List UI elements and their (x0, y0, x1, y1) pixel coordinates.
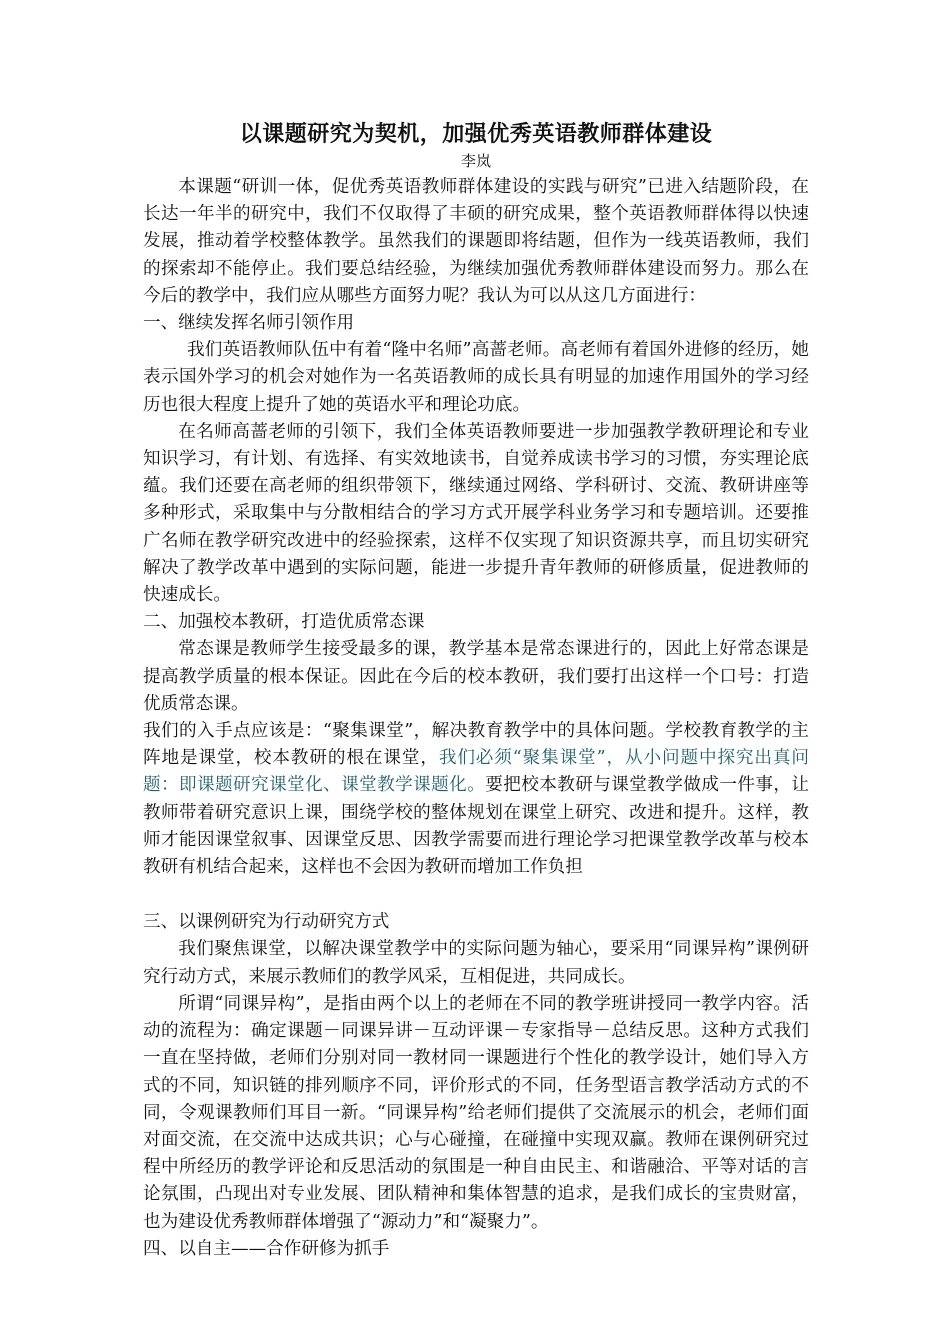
section-3-paragraph-1: 我们聚焦课堂，以解决课堂教学中的实际问题为轴心，要采用“同课异构”课例研究行动方式，来展示教师们的教学风采，互相促进，共同成长。 (143, 939, 809, 987)
section-2-heading: 二、加强校本教研，打造优质常态课 (143, 612, 425, 633)
section-1-paragraph-1: 我们英语教师队伍中有着“隆中名师”高蔷老师。高老师有着国外进修的经历，她表示国外学习的机会对她作为一名英语教师的成长具有明显的加速作用国外的学习经历也很大程度上提升了她的英语水平和理论功底。 (143, 340, 809, 415)
section-1-heading: 一、继续发挥名师引领作用 (143, 313, 355, 334)
author-name: 李岚 (460, 152, 491, 170)
section-2-paragraph-2-start: 我们的入手点应该是：“聚集课堂”，解决教育教学中的具体问题。学校教育教学的主阵地是课堂，校本教研的根在课堂， (143, 721, 809, 769)
section-3-heading: 三、以课例研究为行动研究方式 (143, 912, 390, 933)
section-3-paragraph-2: 所谓“同课异构”，是指由两个以上的老师在不同的教学班讲授同一教学内容。活动的流程为：确定课题－同课异讲－互动评课－专家指导－总结反思。这种方式我们一直在坚持做，老师们分别对同一教材同一课题进行个性化的教学设计，她们导入方式的不同，知识链的排列顺序不同，评价形式的不同，任务型语言教学活动方式的不同，令观课教师们耳目一新。“同课异构”给老师们提供了交流展示的机会，老师们面对面交流，在交流中达成共识；心与心碰撞，在碰撞中实现双赢。教师在课例研究过程中所经历的教学评论和反思活动的氛围是一种自由民主、和谐融洽、平等对话的言论氛围，凸现出对专业发展、团队精神和集体智慧的追求，是我们成长的宝贵财富，也为建设优秀教师群体增强了“源动力”和“凝聚力”。 (143, 993, 809, 1232)
section-2-paragraph-1: 常态课是教师学生接受最多的课，教学基本是常态课进行的，因此上好常态课是提高教学质量的根本保证。因此在今后的校本教研，我们要打出这样一个口号：打造优质常态课。 (143, 639, 809, 714)
intro-paragraph: 本课题“研训一体，促优秀英语教师群体建设的实践与研究”已进入结题阶段，在长达一年半的研究中，我们不仅取得了丰硕的研究成果，整个英语教师群体得以快速发展，推动着学校整体教学。虽然我们的课题即将结题，但作为一线英语教师，我们的探索却不能停止。我们要总结经验，为继续加强优秀教师群体建设而努力。那么在今后的教学中，我们应从哪些方面努力呢？我认为可以从这几方面进行： (143, 177, 809, 306)
section-2-paragraph-2-end: 要把校本教研与课堂教学做成一件事，让教师带着研究意识上课，围绕学校的整体规划在课堂上研究、改进和提升。这样，教师才能因课堂叙事、因课堂反思、因教学需要而进行理论学习把课堂教学改革与校本教研有机结合起来，这样也不会因为教研而增加工作负担 (143, 775, 809, 878)
section-2-highlighted-text: 我们必须“聚集课堂”，从小问题中探究出真问题：即课题研究课堂化、课堂教学课题化。 (143, 748, 809, 796)
document-page (143, 118, 809, 1263)
blank-line (143, 881, 809, 909)
section-2-paragraph-2 (143, 718, 809, 881)
section-4-heading: 四、以自主——合作研修为抓手 (143, 1238, 390, 1259)
document-title: 以课题研究为契机，加强优秀英语教师群体建设 (239, 121, 713, 147)
section-1-paragraph-2: 在名师高蔷老师的引领下，我们全体英语教师要进一步加强教学教研理论和专业知识学习，有计划、有选择、有实效地读书，自觉养成读书学习的习惯，夯实理论底蕴。我们还要在高老师的组织带领下，继续通过网络、学科研讨、交流、教研讲座等多种形式，采取集中与分散相结合的学习方式开展学科业务学习和专题培训。还要推广名师在教学研究改进中的经验探索，这样不仅实现了知识资源共享，而且切实研究解决了教学改革中遇到的实际问题，能进一步提升青年教师的研修质量，促进教师的快速成长。 (143, 421, 809, 606)
